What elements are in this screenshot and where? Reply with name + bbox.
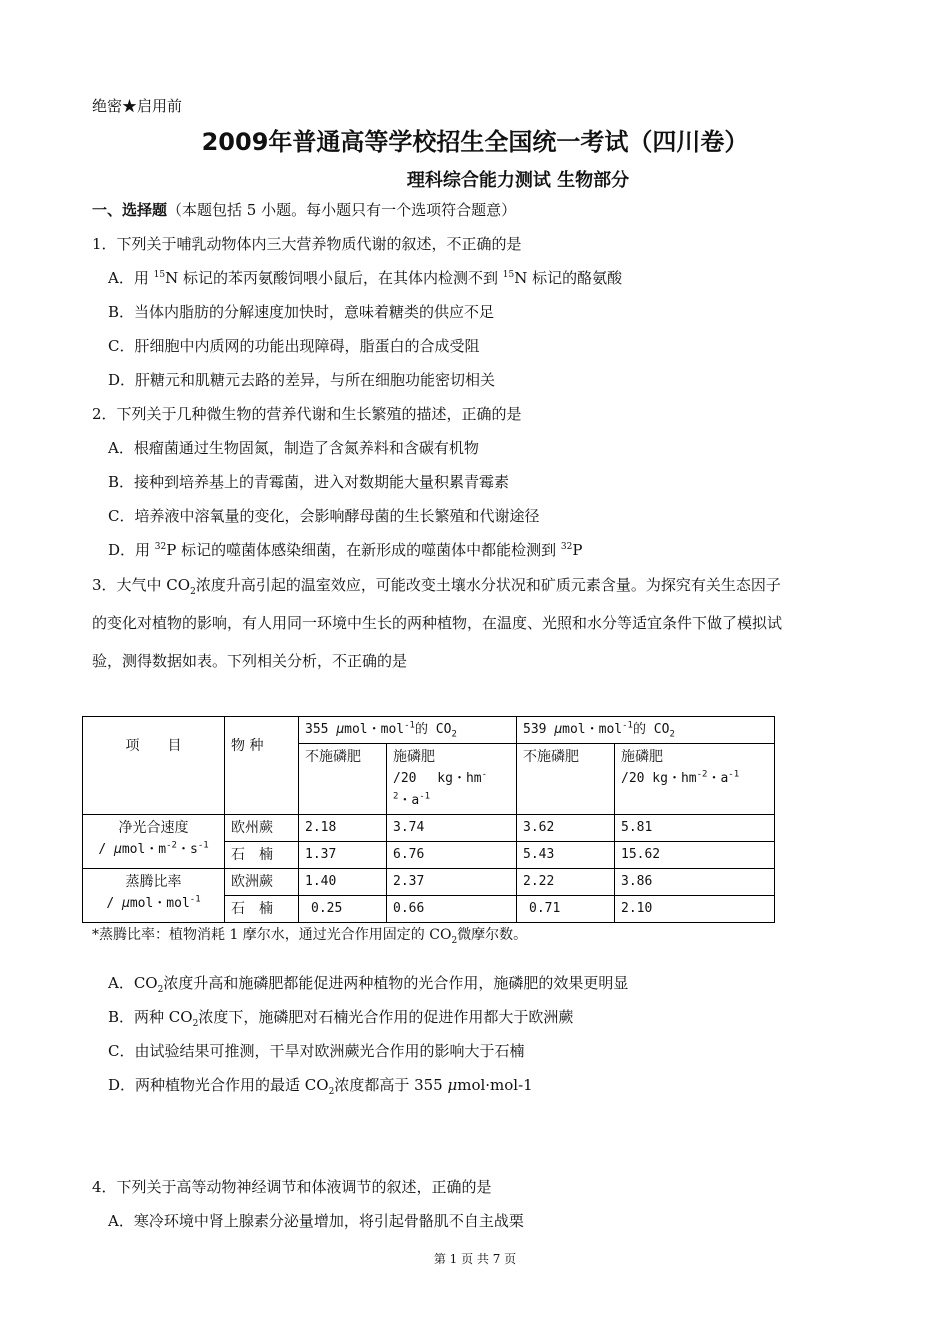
q3-option-c: C．由试验结果可推测，干旱对欧洲蕨光合作用的影响大于石楠 <box>108 1042 525 1060</box>
species-cell: 欧洲蕨 <box>225 869 299 896</box>
header-p-539: 施磷肥 /20 kg・$hm^{-2}$・$a^{-1}$ <box>615 744 775 815</box>
value-cell: 5.81 <box>615 815 775 842</box>
species-cell: 石 楠 <box>225 896 299 923</box>
q1-option-b: B．当体内脂肪的分解速度加快时，意味着糖类的供应不足 <box>108 303 495 321</box>
table-footnote: *蒸腾比率：植物消耗 1 摩尔水，通过光合作用固定的 $CO_2$微摩尔数。 <box>92 927 528 946</box>
q2-option-a: A．根瘤菌通过生物固氮，制造了含氮养料和含碳有机物 <box>108 439 479 457</box>
q3-stem-line1: 3．大气中 $CO_2$浓度升高引起的温室效应，可能改变土壤水分状况和矿质元素含量。为探究有关生态因子 <box>92 576 781 597</box>
value-cell: 15.62 <box>615 842 775 869</box>
q3-stem-line3: 验，测得数据如表。下列相关分析，不正确的是 <box>92 652 408 670</box>
value-cell: 1.40 <box>299 869 387 896</box>
value-cell: 6.76 <box>387 842 517 869</box>
table-row <box>83 869 775 896</box>
q2-option-b: B．接种到培养基上的青霉菌，进入对数期能大量积累青霉素 <box>108 473 510 491</box>
q1-option-a: A．用 $^{15}$N 标记的苯丙氨酸饲喂小鼠后，在其体内检测不到 $^{15}$N 标记的酪氨酸 <box>108 269 623 287</box>
q1-option-c: C．肝细胞中内质网的功能出现障碍，脂蛋白的合成受阻 <box>108 337 480 355</box>
q3-option-a: A．$CO_2$浓度升高和施磷肥都能促进两种植物的光合作用，施磷肥的效果更明显 <box>108 974 629 995</box>
q2-stem: 2．下列关于几种微生物的营养代谢和生长繁殖的描述，正确的是 <box>92 405 522 423</box>
value-cell: 2.18 <box>299 815 387 842</box>
value-cell: 3.74 <box>387 815 517 842</box>
value-cell: 0.71 <box>517 896 615 923</box>
header-p-355: 施磷肥 /20 kg・hm- $^2$・$a^{-1}$ <box>387 744 517 815</box>
q4-stem: 4．下列关于高等动物神经调节和体液调节的叙述，正确的是 <box>92 1178 492 1196</box>
value-cell: 0.25 <box>299 896 387 923</box>
header-no-p-539: 不施磷肥 <box>517 744 615 815</box>
header-species: 物 种 <box>225 717 299 815</box>
value-cell: 3.86 <box>615 869 775 896</box>
table-header-row <box>83 717 775 744</box>
value-cell: 3.62 <box>517 815 615 842</box>
section-heading <box>92 199 516 221</box>
value-cell: 1.37 <box>299 842 387 869</box>
header-item: 项 目 <box>83 717 225 815</box>
value-cell: 2.37 <box>387 869 517 896</box>
secret-label: 绝密★启用前 <box>92 97 183 115</box>
row-label-transpiration: 蒸腾比率 / μmol・mol$^{-1}$ <box>83 869 225 923</box>
header-co2-355: 355 μmol・mol$^{-1}$的 $CO_2$ <box>299 717 517 744</box>
page-title: 2009年普通高等学校招生全国统一考试（四川卷） <box>201 128 749 156</box>
page-subtitle: 理科综合能力测试 生物部分 <box>406 170 630 191</box>
value-cell: 5.43 <box>517 842 615 869</box>
q3-option-d: D．两种植物光合作用的最适 $CO_2$浓度都高于 355 μmol·mol-1 <box>108 1076 533 1097</box>
q1-stem: 1．下列关于哺乳动物体内三大营养物质代谢的叙述，不正确的是 <box>92 235 522 253</box>
section-label: 一、选择题 <box>92 201 168 219</box>
q1-option-d: D．肝糖元和肌糖元去路的差异，与所在细胞功能密切相关 <box>108 371 496 389</box>
row-label-photosynthesis: 净光合速度 / μmol・$m^{-2}$・$s^{-1}$ <box>83 815 225 869</box>
q3-option-b: B．两种 $CO_2$浓度下，施磷肥对石楠光合作用的促进作用都大于欧洲蕨 <box>108 1008 574 1029</box>
value-cell: 2.22 <box>517 869 615 896</box>
value-cell: 0.66 <box>387 896 517 923</box>
header-no-p-355: 不施磷肥 <box>299 744 387 815</box>
q2-option-c: C．培养液中溶氧量的变化，会影响酵母菌的生长繁殖和代谢途径 <box>108 507 540 525</box>
table-row <box>83 815 775 842</box>
data-table <box>82 716 775 923</box>
q3-stem-line2: 的变化对植物的影响，有人用同一环境中生长的两种植物，在温度、光照和水分等适宜条件下做了模拟试 <box>92 614 783 632</box>
q2-option-d: D．用 $^{32}$P 标记的噬菌体感染细菌，在新形成的噬菌体中都能检测到 $^{32}$P <box>108 541 583 559</box>
section-note: （本题包括 5 小题。每小题只有一个选项符合题意） <box>167 201 517 219</box>
header-co2-539: 539 μmol・mol$^{-1}$的 $CO_2$ <box>517 717 775 744</box>
species-cell: 欧州蕨 <box>225 815 299 842</box>
value-cell: 2.10 <box>615 896 775 923</box>
q4-option-a: A．寒冷环境中肾上腺素分泌量增加，将引起骨骼肌不自主战栗 <box>108 1212 524 1230</box>
page-footer: 第 1 页 共 7 页 <box>433 1252 517 1266</box>
species-cell: 石 楠 <box>225 842 299 869</box>
